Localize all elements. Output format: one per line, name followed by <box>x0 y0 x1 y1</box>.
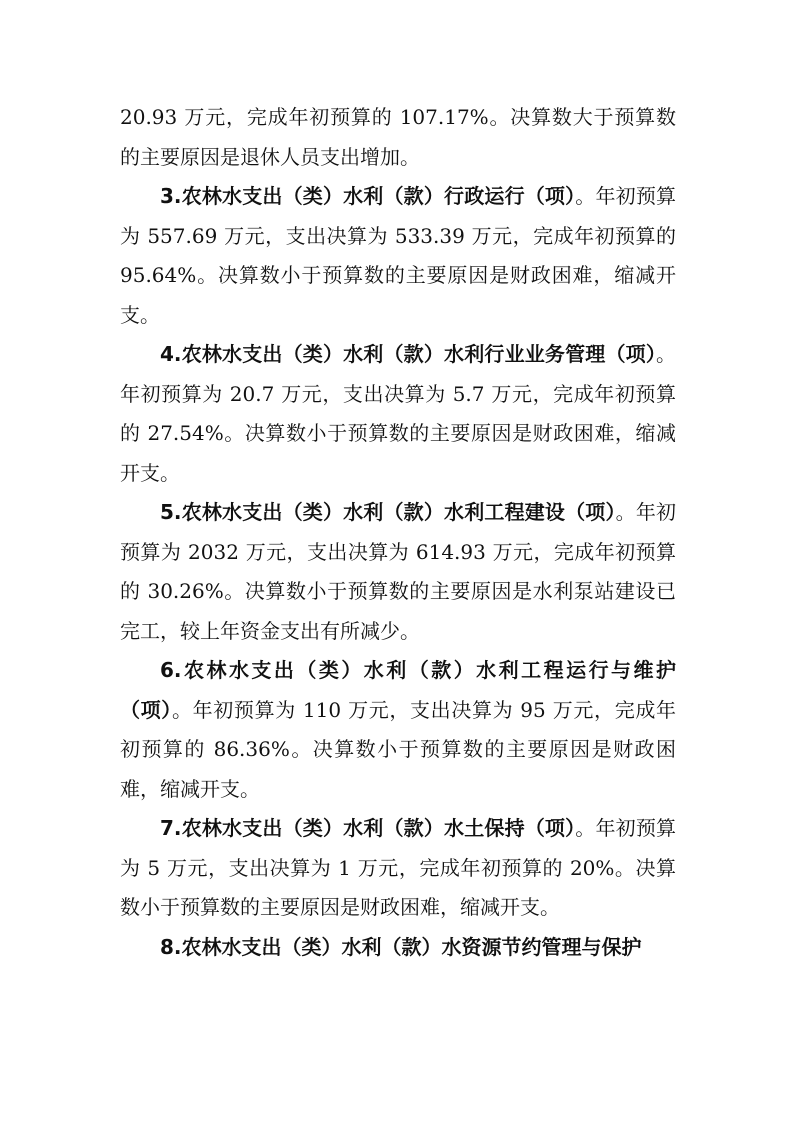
item-5-body: 。年初预算为 2032 万元，支出决算为 614.93 万元，完成年初预算的 30.26%。决算数小于预算数的主要原因是水利泵站建设已完工，较上年资金支出有所减少。 <box>120 500 676 643</box>
item-4-body: 。年初预算为 20.7 万元，支出决算为 5.7 万元，完成年初预算的 27.54%。决算数小于预算数的主要原因是财政困难，缩减开支。 <box>120 342 676 485</box>
item-6-body: 。年初预算为 110 万元，支出决算为 95 万元，完成年初预算的 86.36%。决算数小于预算数的主要原因是财政困难，缩减开支。 <box>120 697 677 801</box>
paragraph-retirement-continuation <box>120 98 676 177</box>
paragraph-item-8 <box>120 928 676 968</box>
item-4-heading: 4.农林水支出（类）水利（款）水利行业业务管理（项） <box>160 342 656 366</box>
item-3-heading: 3.农林水支出（类）水利（款）行政运行（项） <box>160 184 576 208</box>
item-7-body: 。年初预算为 5 万元，支出决算为 1 万元，完成年初预算的 20%。决算数小于预算数的主要原因是财政困难，缩减开支。 <box>120 816 676 919</box>
paragraph-item-3 <box>120 177 676 335</box>
item-5-heading: 5.农林水支出（类）水利（款）水利工程建设（项） <box>160 500 616 524</box>
item-3-body: 。年初预算为 557.69 万元，支出决算为 533.39 万元，完成年初预算的 95.64%。决算数小于预算数的主要原因是财政困难，缩减开支。 <box>120 184 676 327</box>
item-6-heading: 6.农林水支出（类）水利（款）水利工程运行与维护（项） <box>120 658 676 722</box>
paragraph-body-text: 20.93 万元，完成年初预算的 107.17%。决算数大于预算数的主要原因是退休人员支出增加。 <box>120 105 676 169</box>
document-body <box>120 98 676 967</box>
paragraph-item-5 <box>120 493 676 651</box>
item-7-heading: 7.农林水支出（类）水利（款）水土保持（项） <box>160 816 576 840</box>
paragraph-item-7 <box>120 809 676 928</box>
item-8-heading: 8.农林水支出（类）水利（款）水资源节约管理与保护 <box>160 934 642 959</box>
paragraph-item-6 <box>120 651 676 809</box>
paragraph-item-4 <box>120 335 676 493</box>
